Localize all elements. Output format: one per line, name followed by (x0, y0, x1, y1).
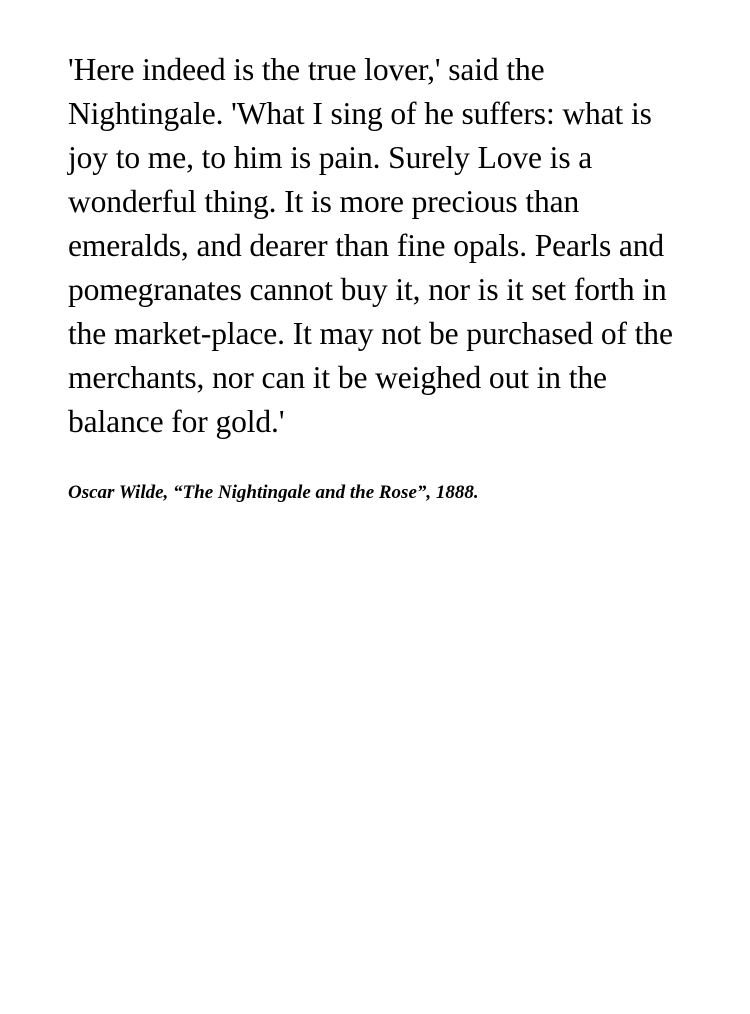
quote-text: 'Here indeed is the true lover,' said the Nightingale. 'What I sing of he suffers: what is joy to me, to him is pain. Surely Love is a wonderful thing. It is more precious than emeralds, and dearer than fine opals. Pearls and pomegranates cannot buy it, nor is it set forth in the market-place. It may not be purchased of the merchants, nor can it be weighed out in the balance for gold.' (68, 52, 673, 439)
attribution-text: Oscar Wilde, “The Nightingale and the Rose”, 1888. (68, 482, 479, 503)
